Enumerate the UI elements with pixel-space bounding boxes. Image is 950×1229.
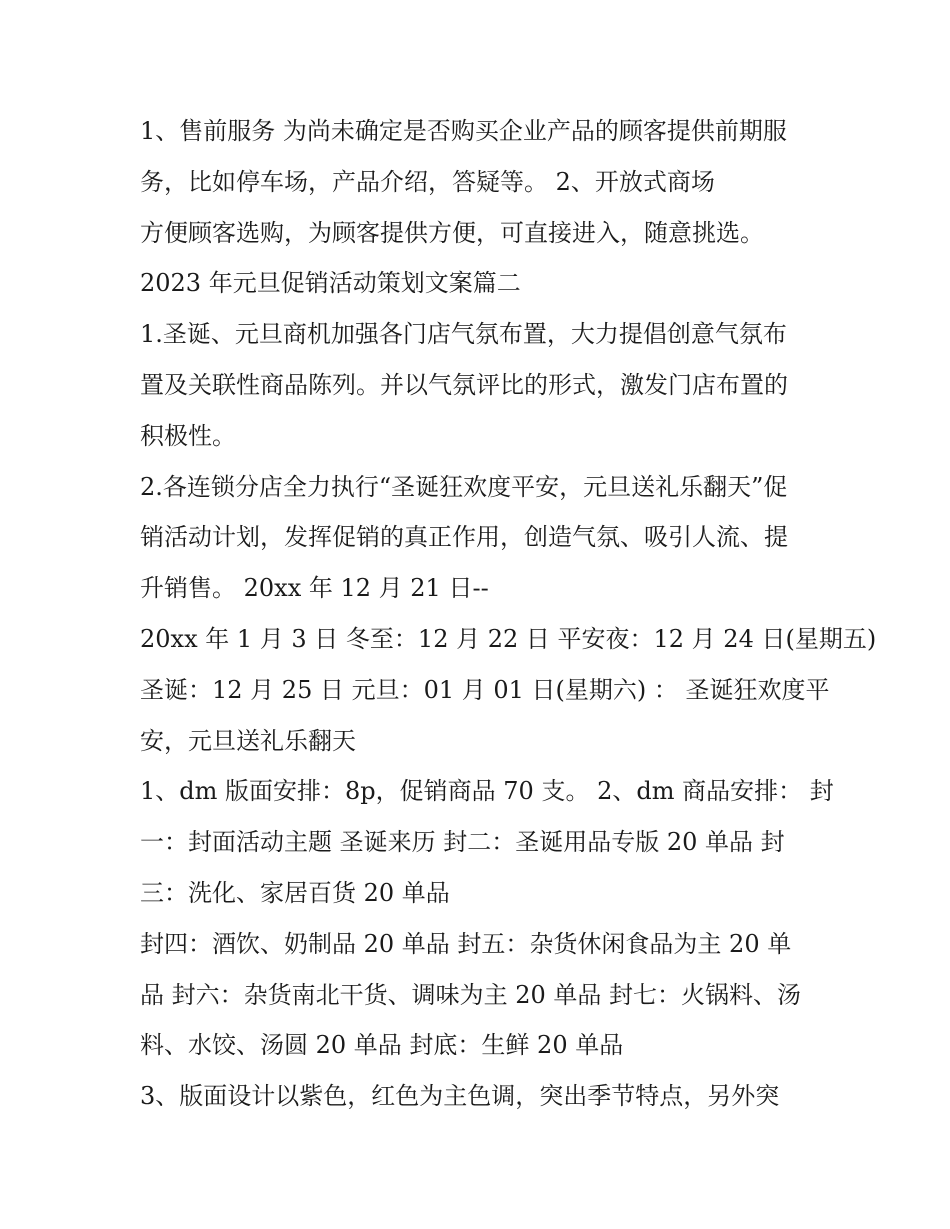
text-line: 品 封六：杂货南北干货、调味为主 20 单品 封七：火锅料、汤 (140, 980, 802, 1009)
text-line: 置及关联性商品陈列。并以气氛评比的形式，激发门店布置的 (140, 370, 788, 399)
text-line: 方便顾客选购，为顾客提供方便，可直接进入，随意挑选。 (140, 218, 764, 247)
text-line: 务，比如停车场，产品介绍，答疑等。 2、开放式商场 (140, 167, 715, 196)
text-line: 安，元旦送礼乐翻天 (140, 726, 356, 755)
text-line: 积极性。 (140, 421, 236, 450)
document-body (140, 106, 877, 1122)
text-line: 圣诞：12 月 25 日 元旦：01 月 01 日(星期六) ： 圣诞狂欢度平 (140, 675, 830, 704)
text-line: 3、版面设计以紫色，红色为主色调，突出季节特点，另外突 (140, 1082, 780, 1111)
text-line: 升销售。 20xx 年 12 月 21 日-- (140, 574, 489, 603)
text-line: 1、售前服务 为尚未确定是否购买企业产品的顾客提供前期服 (140, 117, 787, 145)
text-line: 三：洗化、家居百货 20 单品 (140, 878, 450, 907)
text-line: 1、dm 版面安排：8p，促销商品 70 支。 2、dm 商品安排： 封 (140, 777, 834, 806)
text-line: 1.圣诞、元旦商机加强各门店气氛布置，大力提倡创意气氛布 (140, 320, 787, 349)
text-line: 料、水饺、汤圆 20 单品 封底：生鲜 20 单品 (140, 1031, 624, 1060)
text-line: 一：封面活动主题 圣诞来历 封二：圣诞用品专版 20 单品 封 (140, 828, 785, 857)
text-line: 20xx 年 1 月 3 日 冬至：12 月 22 日 平安夜：12 月 24 日(星期五) (140, 624, 877, 653)
text-line: 销活动计划，发挥促销的真正作用，创造气氛、吸引人流、提 (140, 523, 788, 552)
section-heading: 2023 年元旦促销活动策划文案篇二 (140, 269, 521, 298)
text-line: 封四：酒饮、奶制品 20 单品 封五：杂货休闲食品为主 20 单 (140, 929, 792, 958)
text-line: 2.各连锁分店全力执行“圣诞狂欢度平安，元旦送礼乐翻天”促 (140, 472, 788, 501)
